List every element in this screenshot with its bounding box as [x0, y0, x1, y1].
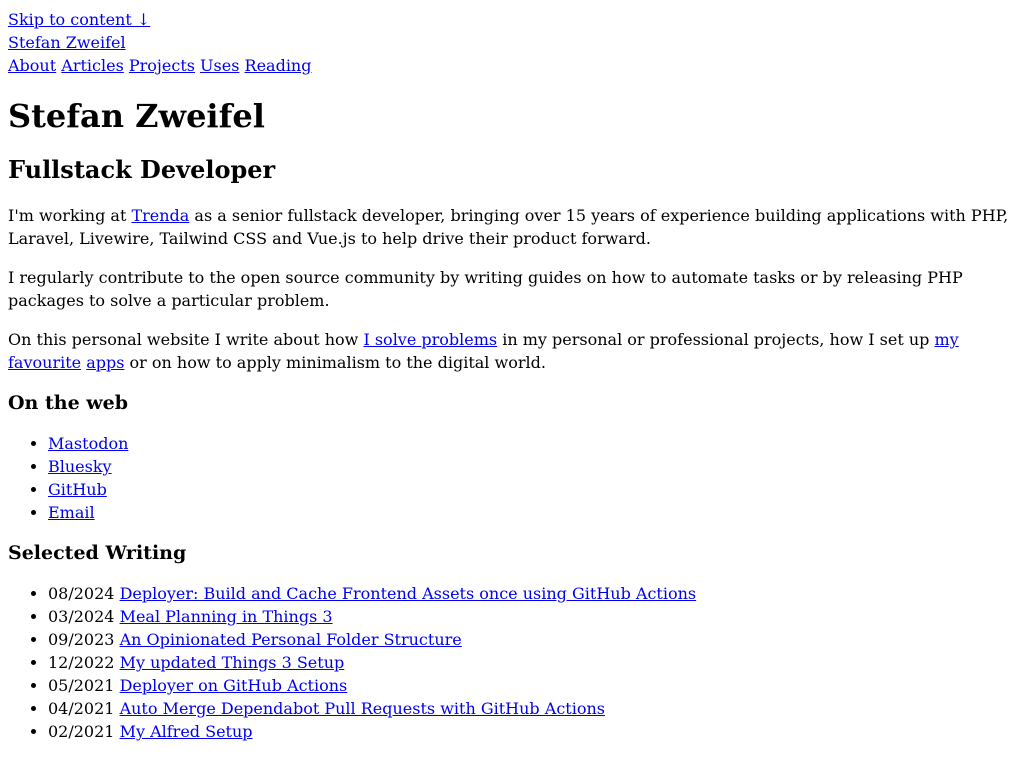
list-item — [48, 628, 1016, 651]
list-item — [48, 674, 1016, 697]
solve-problems-link[interactable]: I solve problems — [363, 330, 498, 349]
article-date: 03/2024 — [48, 607, 115, 626]
intro-p3-before: On this personal website I write about how — [8, 330, 364, 349]
intro-paragraph-1 — [8, 204, 1016, 250]
page-title: Stefan Zweifel — [8, 97, 265, 135]
list-item — [48, 432, 1016, 455]
article-date: 04/2021 — [48, 699, 115, 718]
nav-reading[interactable]: Reading — [244, 56, 312, 75]
article-link[interactable]: My Alfred Setup — [119, 722, 253, 741]
main-content — [8, 98, 1016, 743]
main-nav — [8, 54, 1016, 77]
list-item — [48, 501, 1016, 524]
list-item — [48, 720, 1016, 743]
intro-p1-before: I'm working at — [8, 206, 132, 225]
web-links-list — [8, 432, 1016, 524]
page-subtitle: Fullstack Developer — [8, 155, 276, 184]
site-name-link[interactable]: Stefan Zweifel — [8, 33, 126, 52]
article-link[interactable]: Auto Merge Dependabot Pull Requests with GitHub Actions — [119, 699, 605, 718]
github-link[interactable]: GitHub — [48, 480, 107, 499]
article-date: 05/2021 — [48, 676, 115, 695]
mastodon-link[interactable]: Mastodon — [48, 434, 129, 453]
intro-p3-mid: in my personal or professional projects, how I set up — [497, 330, 935, 349]
list-item — [48, 582, 1016, 605]
article-date: 02/2021 — [48, 722, 115, 741]
article-link[interactable]: Deployer: Build and Cache Frontend Assets once using GitHub Actions — [119, 584, 697, 603]
article-link[interactable]: Meal Planning in Things 3 — [119, 607, 333, 626]
list-item — [48, 697, 1016, 720]
nav-uses[interactable]: Uses — [200, 56, 240, 75]
nav-articles[interactable]: Articles — [61, 56, 124, 75]
nav-about[interactable]: About — [8, 56, 57, 75]
list-item — [48, 455, 1016, 478]
my-favourite-link[interactable]: my favourite — [8, 330, 959, 372]
article-link[interactable]: My updated Things 3 Setup — [119, 653, 345, 672]
bluesky-link[interactable]: Bluesky — [48, 457, 112, 476]
nav-projects[interactable]: Projects — [128, 56, 195, 75]
list-item — [48, 651, 1016, 674]
list-item — [48, 478, 1016, 501]
selected-writing-heading: Selected Writing — [8, 542, 187, 564]
intro-paragraph-3 — [8, 328, 1016, 374]
writing-list — [8, 582, 1016, 743]
list-item — [48, 605, 1016, 628]
article-date: 12/2022 — [48, 653, 115, 672]
trenda-link[interactable]: Trenda — [131, 206, 190, 225]
on-the-web-heading: On the web — [8, 392, 129, 414]
article-link[interactable]: Deployer on GitHub Actions — [119, 676, 348, 695]
intro-p3-after: or on how to apply minimalism to the digital world. — [124, 353, 546, 372]
email-link[interactable]: Email — [48, 503, 95, 522]
article-date: 09/2023 — [48, 630, 115, 649]
intro-p1-after: as a senior fullstack developer, bringing over 15 years of experience building applications with PHP, Laravel, Livewire, Tailwind CSS and Vue.js to help drive their product forward. — [8, 206, 1009, 248]
skip-to-content-link[interactable]: Skip to content ↓ — [8, 10, 151, 29]
article-date: 08/2024 — [48, 584, 115, 603]
apps-link[interactable]: apps — [86, 353, 125, 372]
article-link[interactable]: An Opinionated Personal Folder Structure — [119, 630, 462, 649]
intro-paragraph-2: I regularly contribute to the open source community by writing guides on how to automate tasks or by releasing PHP packages to solve a particular problem. — [8, 268, 963, 310]
